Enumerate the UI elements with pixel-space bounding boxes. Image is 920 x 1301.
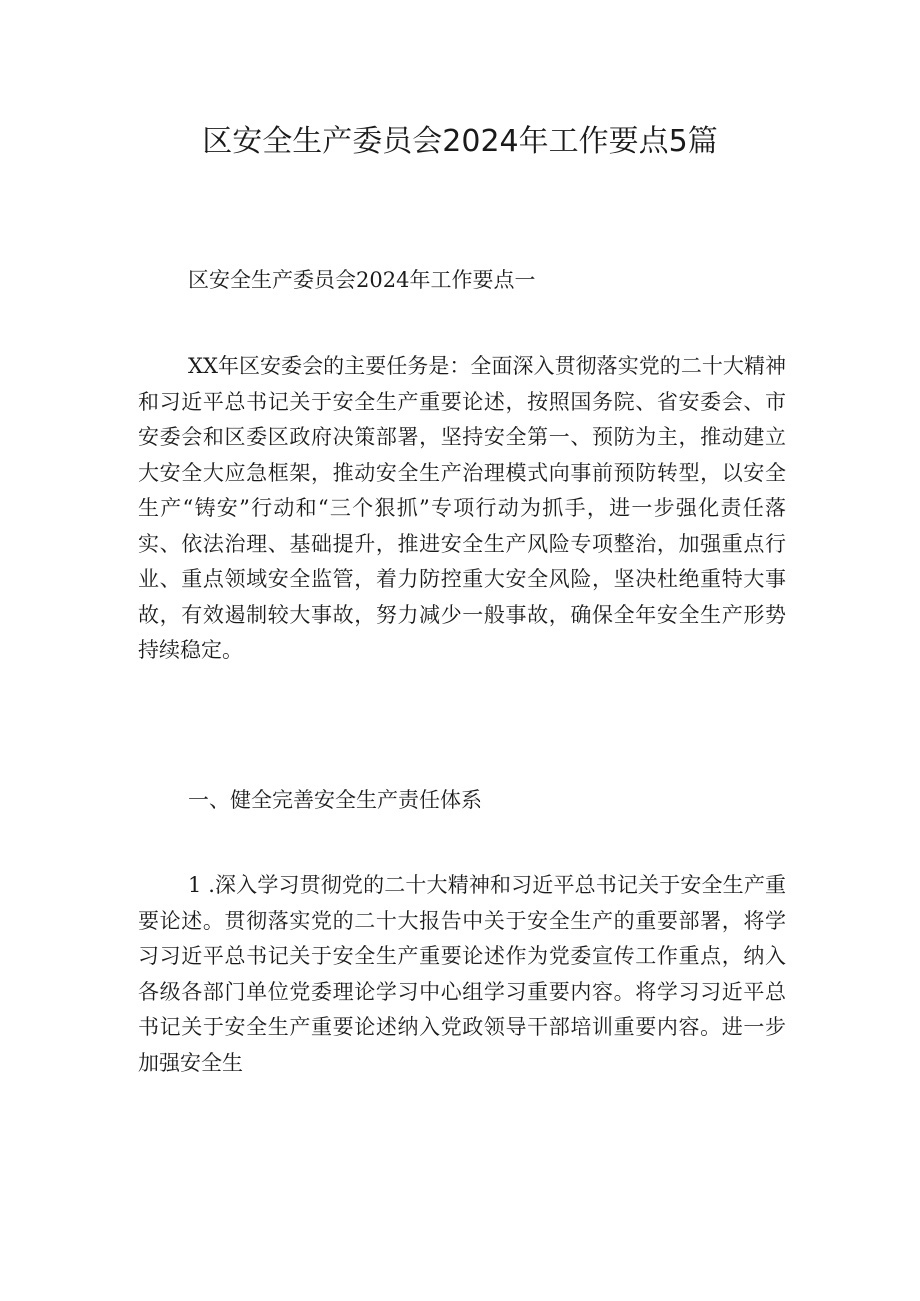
- document-title: 区安全生产委员会2024年工作要点5篇: [202, 124, 718, 159]
- section-heading: 一、健全完善安全生产责任体系: [188, 788, 482, 812]
- intro-paragraph: XX年区安委会的主要任务是：全面深入贯彻落实党的二十大精神和习近平总书记关于安全生产重要论述，按照国务院、省安委会、市安委会和区委区政府决策部署，坚持安全第一、预防为主，推动建立大安全大应急框架，推动安全生产治理模式向事前预防转型，以安全生产“铸安”行动和“三个狠抓”专项行动为抓手，进一步强化责任落实、依法治理、基础提升，推进安全生产风险专项整治，加强重点行业、重点领域安全监管，着力防控重大安全风险，坚决杜绝重特大事故，有效遏制较大事故，努力减少一般事故，确保全年安全生产形势持续稳定。: [138, 354, 786, 662]
- list-item: 1 .深入学习贯彻党的二十大精神和习近平总书记关于安全生产重要论述。贯彻落实党的二十大报告中关于安全生产的重要部署，将学习习近平总书记关于安全生产重要论述作为党委宣传工作重点，纳入各级各部门单位党委理论学习中心组学习重要内容。将学习习近平总书记关于安全生产重要论述纳入党政领导干部培训重要内容。进一步加强安全生: [138, 873, 786, 1075]
- document-subtitle: 区安全生产委员会2024年工作要点一: [188, 268, 536, 292]
